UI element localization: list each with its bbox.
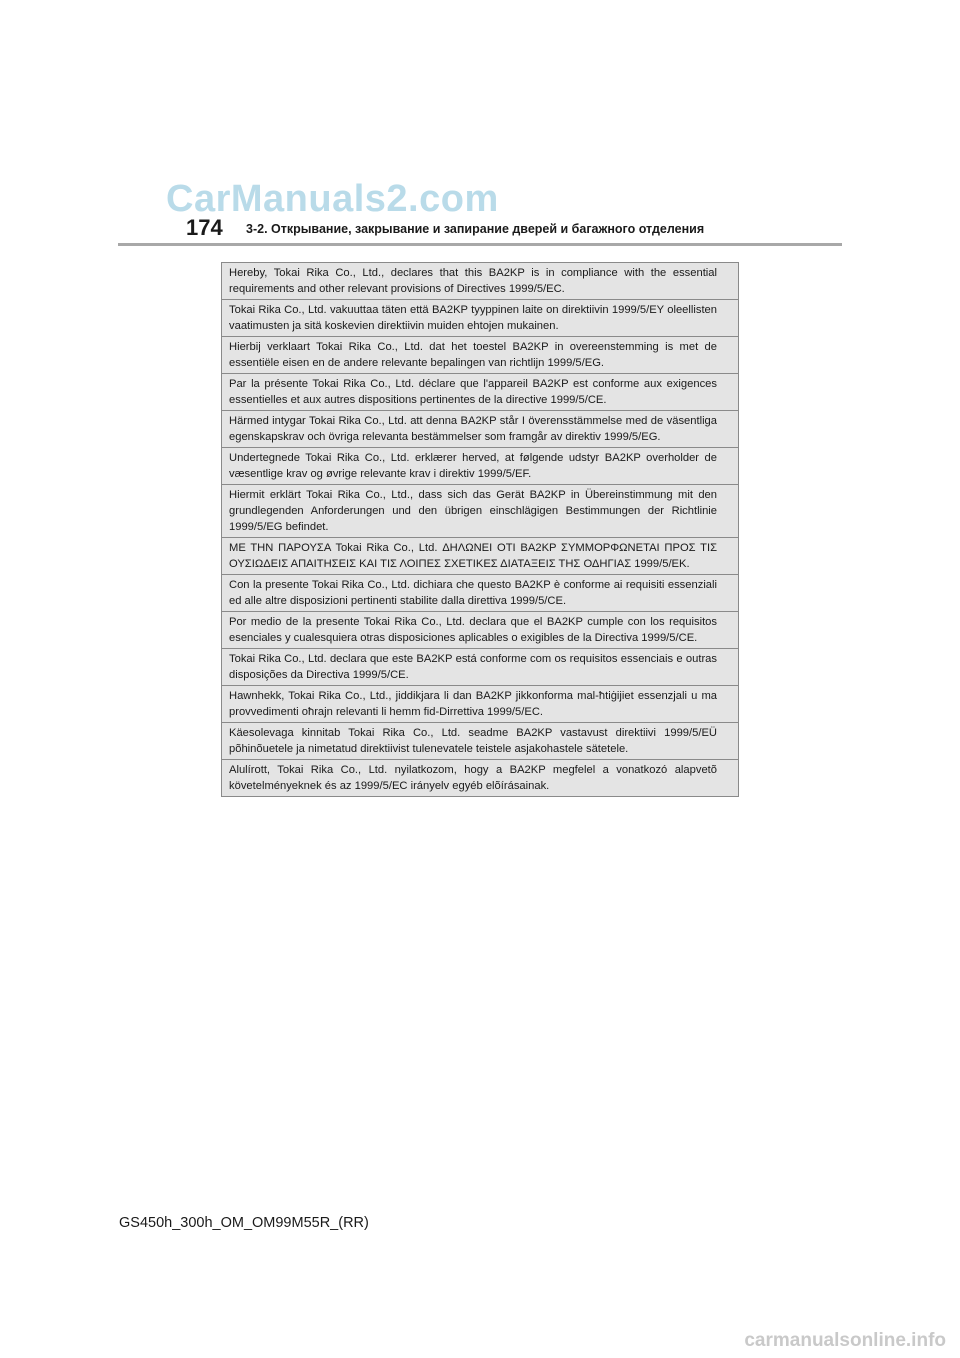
declaration-estonian: Käesolevaga kinnitab Tokai Rika Co., Ltd. seadme BA2KP vastavust direktiivi 1999/5/EÜ põhinõuetele ja nimetatud direktiivist tulenevatele teistele asjakohastele sätetele. xyxy=(222,722,738,759)
header-divider xyxy=(118,243,842,246)
section-title: 3-2. Открывание, закрывание и запирание дверей и багажного отделения xyxy=(246,222,705,236)
declaration-italian: Con la presente Tokai Rika Co., Ltd. dichiara che questo BA2KP è conforme ai requisiti essenziali ed alle altre disposizioni pertinenti stabilite dalla direttiva 1999/5/CE. xyxy=(222,574,738,611)
declaration-hungarian: Alulírott, Tokai Rika Co., Ltd. nyilatkozom, hogy a BA2KP megfelel a vonatkozó alapvetõ követelményeknek és az 1999/5/EC irányelv egyéb elõírásainak. xyxy=(222,759,738,796)
declaration-finnish: Tokai Rika Co., Ltd. vakuuttaa täten että BA2KP tyyppinen laite on direktiivin 1999/5/EY oleellisten vaatimusten ja sitä koskevien direktiivin muiden ehtojen mukainen. xyxy=(222,299,738,336)
footer-model-code: GS450h_300h_OM_OM99M55R_(RR) xyxy=(119,1215,369,1231)
declaration-danish: Undertegnede Tokai Rika Co., Ltd. erklærer herved, at følgende udstyr BA2KP overholder de væsentlige krav og øvrige relevante krav i direktiv 1999/5/EF. xyxy=(222,447,738,484)
declaration-german: Hiermit erklärt Tokai Rika Co., Ltd., dass sich das Gerät BA2KP in Übereinstimmung mit den grundlegenden Anforderungen und den übrigen einschlägigen Bestimmungen der Richtlinie 1999/5/EG befindet. xyxy=(222,484,738,537)
declaration-french: Par la présente Tokai Rika Co., Ltd. déclare que l'appareil BA2KP est conforme aux exigences essentielles et aux autres dispositions pertinentes de la directive 1999/5/CE. xyxy=(222,373,738,410)
page-number: 174 xyxy=(186,215,223,240)
declaration-portuguese: Tokai Rika Co., Ltd. declara que este BA2KP está conforme com os requisitos essenciais e outras disposições da Directiva 1999/5/CE. xyxy=(222,648,738,685)
declaration-english: Hereby, Tokai Rika Co., Ltd., declares that this BA2KP is in compliance with the essential requirements and other relevant provisions of Directives 1999/5/EC. xyxy=(229,267,717,295)
declaration-greek: ΜΕ ΤΗΝ ΠΑΡΟΥΣΑ Tokai Rika Co., Ltd. ΔΗΛΩΝΕΙ ΟΤΙ BA2KP ΣΥΜΜΟΡΦΩΝΕΤΑΙ ΠΡΟΣ ΤΙΣ ΟΥΣΙΩΔΕΙΣ ΑΠΑΙΤΗΣΕΙΣ ΚΑΙ ΤΙΣ ΛΟΙΠΕΣ ΣΧΕΤΙΚΕΣ ΔΙΑΤΑΞΕΙΣ ΤΗΣ ΟΔΗΓΙΑΣ 1999/5/ΕΚ. xyxy=(222,537,738,574)
declaration-swedish: Härmed intygar Tokai Rika Co., Ltd. att denna BA2KP står I överensstämmelse med de väsentliga egenskapskrav och övriga relevanta bestämmelser som framgår av direktiv 1999/5/EG. xyxy=(222,410,738,447)
declarations-table xyxy=(221,262,739,797)
declaration-maltese: Hawnhekk, Tokai Rika Co., Ltd., jiddikjara li dan BA2KP jikkonforma mal-ħtiġijiet essenzjali u ma provvedimenti oħrajn relevanti li hemm fid-Dirrettiva 1999/5/EC. xyxy=(222,685,738,722)
declaration-dutch: Hierbij verklaart Tokai Rika Co., Ltd. dat het toestel BA2KP in overeenstemming is met de essentiële eisen en de andere relevante bepalingen van richtlijn 1999/5/EG. xyxy=(222,336,738,373)
watermark-carmanuals2: CarManuals2.com xyxy=(166,178,499,220)
declaration-spanish: Por medio de la presente Tokai Rika Co., Ltd. declara que el BA2KP cumple con los requisitos esenciales y cualesquiera otras disposiciones aplicables o exigibles de la Directiva 1999/5/CE. xyxy=(222,611,738,648)
watermark-carmanualsonline: carmanualsonline.info xyxy=(744,1330,946,1351)
